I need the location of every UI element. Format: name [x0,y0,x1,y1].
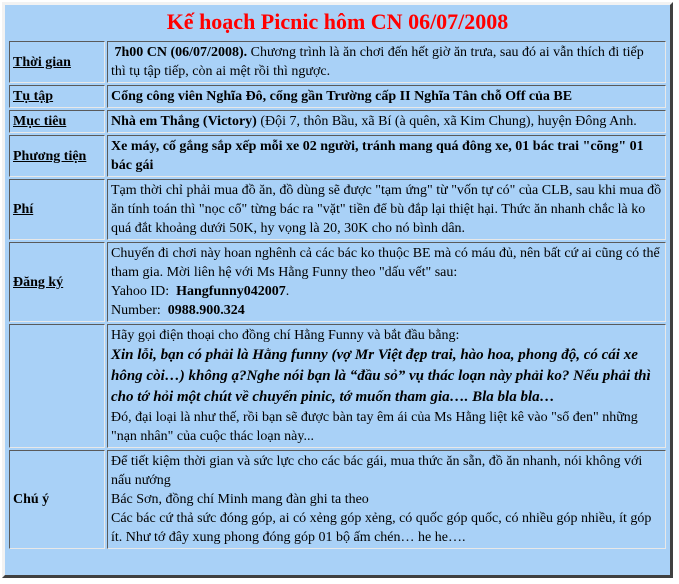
table-row-fee [9,179,666,240]
call-script: Xin lỗi, bạn có phải là Hằng funny (vợ Mr Việt đẹp trai, hào hoa, phong độ, có cái xe hông còi…) không ạ?Nghe nói bạn là “đầu sỏ” vụ thác loạn này phải ko? Nếu phải thì cho tớ hỏi một chút về chuyến pinic, tớ muốn tham gia…. Bla bla bla… [111,347,651,405]
table-row-time [9,41,666,83]
time-bold: 7h00 CN (06/07/2008). [114,45,248,60]
time-value [107,41,666,83]
plan-table [7,39,668,551]
table-row-register [9,242,666,322]
call-value [107,324,666,448]
time-text: Chương trình là ăn chơi đến hết giờ ăn trưa, sau đó ai vẫn thích đi tiếp thì tụ tập tiếp, còn ai mệt rồi thì ngược. [111,45,644,79]
note-line-3: Các bác cứ thả sức đóng góp, ai có xẻng góp xẻng, có quốc góp quốc, có nhiều góp nhiều, ít góp ít. Như tớ đây xung phong đóng góp 01 bộ ấm chén… he he…. [111,511,652,545]
transport-value: Xe máy, cố gắng sắp xếp mỗi xe 02 người, tránh mang quá đông xe, 01 bác trai "cõng" 01 bác gái [107,135,666,177]
table-row-target [9,110,666,133]
number-label: Number: [111,303,161,318]
time-label: Thời gian [9,41,105,83]
table-row-call [9,324,666,448]
document-frame [2,2,673,578]
register-label: Đăng ký [9,242,105,322]
number-value: 0988.900.324 [167,303,245,318]
note-value [107,450,666,549]
table-row-gather [9,85,666,108]
table-row-transport [9,135,666,177]
page-title: Kế hoạch Picnic hôm CN 06/07/2008 [166,9,509,34]
table-row-note [9,450,666,549]
call-intro: Hãy gọi điện thoại cho đồng chí Hằng Funny và bắt đầu bằng: [111,328,460,343]
fee-label: Phí [9,179,105,240]
register-value [107,242,666,322]
note-label: Chú ý [9,450,105,549]
gather-label: Tụ tập [9,85,105,108]
yahoo-value: Hangfunny042007 [176,284,286,299]
note-line-2: Bác Sơn, đồng chí Minh mang đàn ghi ta theo [111,492,369,507]
note-line-1: Để tiết kiệm thời gian và sức lực cho các bác gái, mua thức ăn sẵn, đồ ăn nhanh, nói không với nấu nướng [111,454,643,488]
call-label [9,324,105,448]
transport-label: Phương tiện [9,135,105,177]
yahoo-suffix: . [285,284,290,299]
target-label: Mục tiêu [9,110,105,133]
register-text: Chuyến đi chơi này hoan nghênh cả các bác ko thuộc BE mà có máu đủ, nên bất cứ ai cũng có thể tham gia. Mời liên hệ với Ms Hằng Funny theo "dấu vết" sau: [111,246,660,280]
fee-value: Tạm thời chỉ phải mua đồ ăn, đồ dùng sẽ được "tạm ứng" từ "vốn tự có" của CLB, sau khi mua đồ ăn tính toán thì "nọc cổ" từng bác ra "vặt" tiền để bù đắp lại thiệt hại. Thức ăn nhanh chắc là ko quá đắt khoảng dưới 50K, hy vọng là 20, 30K cho nó bình dân. [107,179,666,240]
gather-value: Cổng công viên Nghĩa Đô, cổng gần Trường cấp II Nghĩa Tân chỗ Off của BE [107,85,666,108]
target-text: (Đội 7, thôn Bầu, xã Bí (à quên, xã Kim Chung), huyện Đông Anh. [256,114,637,129]
call-outro: Đó, đại loại là như thế, rồi bạn sẽ được bàn tay êm ái của Ms Hằng liệt kê vào "sổ đen" những "nạn nhân" của cuộc thác loạn này... [111,410,638,444]
target-bold: Nhà em Thắng (Victory) [111,114,257,129]
yahoo-label: Yahoo ID: [111,284,170,299]
target-value [107,110,666,133]
